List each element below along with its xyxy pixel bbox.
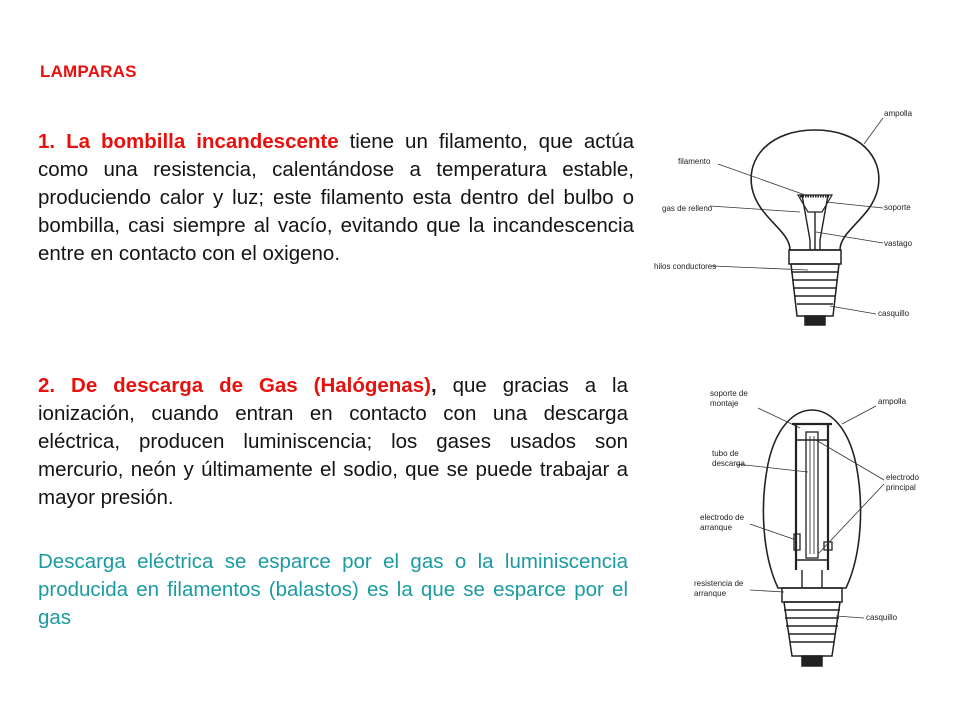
label-resistencia-arranque-2: arranque [694,589,727,598]
incandescent-text: tiene un filamento, que actúa como una resistencia, calentándose a temperatura estable, produciendo calor y luz; este filamento esta dentro del bulbo o bombilla, casi siempre al vacío, evitando que la incandescencia entre en contacto con el oxigeno. [38,130,634,265]
label-ampolla-2: ampolla [878,397,907,406]
label-ampolla: ampolla [884,109,913,118]
gas-discharge-text: que gracias a la ionización, cuando entran en contacto con una descarga eléctrica, producen luminiscencia; los gases usados son mercurio, neón y últimamente el sodio, que se puede trabajar a mayor presión. [38,374,628,509]
label-soporte-montaje-2: montaje [710,399,739,408]
label-hilos-conductores: hilos conductores [654,262,717,271]
label-vastago: vastago [884,239,913,248]
incandescent-heading: 1. La bombilla incandescente [38,130,339,153]
gas-discharge-paragraph [38,372,628,512]
label-tubo-descarga-2: descarga [712,459,745,468]
label-filamento: filamento [678,157,711,166]
label-tubo-descarga-1: tubo de [712,449,739,458]
lamp-screw-base [782,588,842,666]
gas-discharge-lamp-diagram [650,384,920,690]
incandescent-bulb-diagram [650,100,920,340]
label-gas-relleno: gas de relleno [662,204,713,213]
discharge-note-paragraph: Descarga eléctrica se esparce por el gas o la luminiscencia producida en filamentos (balastos) es la que se esparce por el gas [38,550,628,629]
page-title: LAMPARAS [40,62,137,81]
label-casquillo: casquillo [878,309,910,318]
label-soporte: soporte [884,203,911,212]
label-electrodo-arranque-2: arranque [700,523,733,532]
incandescent-paragraph [38,128,634,268]
lamp-glass [763,410,860,588]
label-electrodo-principal-1: electrodo [886,473,919,482]
label-electrodo-principal-2: principal [886,483,916,492]
label-casquillo-2: casquillo [866,613,898,622]
label-electrodo-arranque-1: electrodo de [700,513,745,522]
gas-discharge-heading: 2. De descarga de Gas (Halógenas) [38,374,431,397]
bulb-screw-base [789,250,841,325]
gas-discharge-separator: , [430,374,437,397]
label-soporte-montaje-1: soporte de [710,389,748,398]
label-resistencia-arranque-1: resistencia de [694,579,744,588]
